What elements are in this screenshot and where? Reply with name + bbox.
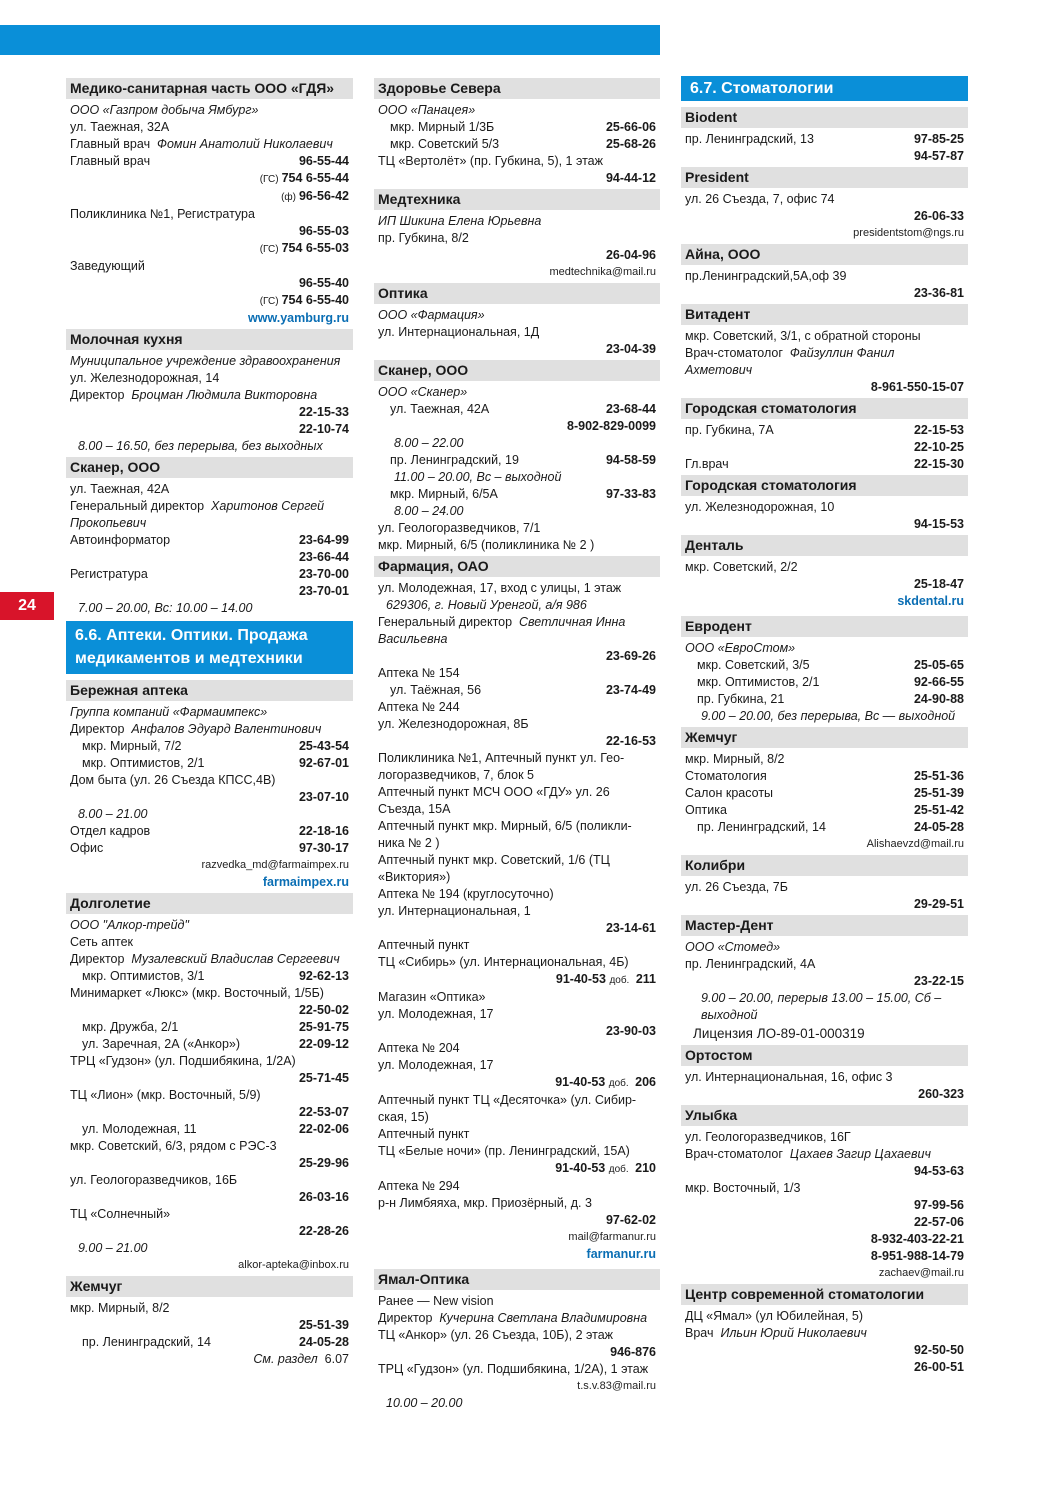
phone-row: ул. Таёжная, 56 23-74-49 [390,683,656,697]
branch-name: Аптечный пункт мкр. Мирный, 6/5 (поликли- [378,819,632,833]
phone-row: пр. Ленинградский, 14 24-05-28 [82,1335,349,1349]
branch-name: Аптечный пункт [378,1127,470,1141]
section-header: Сканер, ООО [66,457,353,478]
hours: 9.00 – 20.00, перерыв 13.00 – 15.00, Сб – [701,991,942,1005]
section-header: Жемчуг [681,727,968,748]
hours: 11.00 – 20.00, Вс – выходной [394,470,562,484]
phone-row: 29-29-51 [913,897,964,911]
email-link[interactable]: presidentstom@ngs.ru [853,227,964,239]
branch-name: Аптека № 194 (круглосуточно) [378,887,554,901]
section-header: Медтехника [374,189,660,210]
section-header: Бережная аптека [66,680,353,701]
address: пр.Ленинградский,5А,оф 39 [685,269,847,283]
phone-row: мкр. Советский, 3/5 25-05-65 [697,658,964,672]
hours: 9.00 – 20.00, без перерыва, Вс — выходной [701,709,956,723]
branch-name: Аптечный пункт [378,938,470,952]
phone-row: 26-03-16 [298,1190,349,1204]
phone-row: 25-29-96 [298,1156,349,1170]
address: ул. Таежная, 32А [70,120,170,134]
org-name: ООО «Панацея» [378,103,476,117]
phone-row: 23-14-61 [605,921,656,935]
cross-reference: См. раздел 6.07 [253,1352,349,1366]
address: мкр. Советский, 2/2 [685,560,798,574]
section-header: Biodent [681,107,968,128]
phone-row: 8-932-403-22-21 [870,1232,964,1246]
hours: выходной [701,1008,758,1022]
org-name: ООО «Газпром добыча Ямбург» [70,103,259,117]
address: ТРЦ «Гудзон» (ул. Подшибякина, 1/2А), 1 этаж [378,1362,649,1376]
section-header: Улыбка [681,1105,968,1126]
address: ТЦ «Солнечный» [70,1207,171,1221]
branch-name: «Виктория») [378,870,451,884]
dept-label: Заведующий [70,259,145,273]
section-header: Витадент [681,304,968,325]
contact-person: Врач Ильин Юрий Николаевич [685,1326,867,1340]
branch-name: Съезда, 15А [378,802,451,816]
phone-row: 8-961-550-15-07 [870,380,964,394]
section-header: Сканер, ООО [374,360,660,381]
address: пр. Губкина, 8/2 [378,231,469,245]
phone-row: пр. Губкина, 7А 22-15-53 [685,423,964,437]
address: ТЦ «Анкор» (ул. 26 Съезда, 10Б), 2 этаж [378,1328,614,1342]
org-name: ИП Шикина Елена Юрьевна [378,214,542,228]
address: ул. Железнодорожная, 14 [70,371,220,385]
phone-row: (ГС) 754 6-55-40 [259,293,349,307]
contact-person: Генеральный директор Светличная Инна [378,615,626,629]
phone-row: 96-55-40 [298,276,349,290]
branch-name: Аптека № 154 [378,666,460,680]
phone-row: 26-06-33 [913,209,964,223]
phone-row: мкр. Оптимистов, 2/1 92-66-55 [697,675,964,689]
hours: 9.00 – 21.00 [78,1241,148,1255]
address: мкр. Советский, 3/1, с обратной стороны [685,329,921,343]
branch-name: Аптечный пункт мкр. Советский, 1/6 (ТЦ [378,853,610,867]
address: ул. Геологоразведчиков, 16Г [685,1130,851,1144]
phone-row: 25-71-45 [298,1071,349,1085]
branch-name: Магазин «Оптика» [378,990,486,1004]
phone-row: мкр. Советский 5/3 25-68-26 [390,137,656,151]
phone-row: ул. Молодежная, 11 22-02-06 [82,1122,349,1136]
phone-row: 23-70-01 [298,584,349,598]
org-name: ООО "Алкор-трейд" [70,918,189,932]
contact-person: Директор Броцман Людмила Викторовна [70,388,318,402]
email-link[interactable]: zachaev@mail.ru [878,1267,964,1279]
contact-person: Директор Кучерина Светлана Владимировна [378,1311,648,1325]
phone-row: Регистратура 23-70-00 [70,567,349,581]
contact-person: Главный врач Фомин Анатолий Николаевич [70,137,333,151]
email-link[interactable]: razvedka_md@farmaimpex.ru [201,859,349,871]
address: пр. Ленинградский, 4А [685,957,816,971]
address: ул. Железнодорожная, 10 [685,500,835,514]
phone-row: Гл.врач 22-15-30 [685,457,964,471]
phone-row: мкр. Мирный 1/3Б 25-66-06 [390,120,656,134]
address: ул. 26 Съезда, 7Б [685,880,788,894]
section-header: Айна, ООО [681,244,968,265]
contact-person-cont: Прокопьевич [70,516,147,530]
branch-name: Аптечный пункт МСЧ ООО «ГДУ» ул. 26 [378,785,610,799]
address: р-н Лимбяяха, мкр. Приозёрный, д. 3 [378,1196,592,1210]
address: мкр. Мирный, 8/2 [70,1301,170,1315]
section-header: Долголетие [66,893,353,914]
phone-row: пр. Ленинградский, 13 97-85-25 [685,132,964,146]
email-link[interactable]: t.s.v.83@mail.ru [577,1380,656,1392]
phone-row: 22-28-26 [298,1224,349,1238]
section-header: Мастер-Дент [681,915,968,936]
phone-row: мкр. Оптимистов, 3/1 92-62-13 [82,969,349,983]
section-header: Городская стоматология [681,398,968,419]
phone-row: 26-04-96 [605,248,656,262]
contact-person: Врач-стоматолог Файзуллин Фанил [685,346,895,360]
hours: 8.00 – 21.00 [78,807,148,821]
email-link[interactable]: Alishaevzd@mail.ru [866,838,964,850]
contact-person: Директор Анфалов Эдуард Валентинович [70,722,322,736]
phone-row: 92-50-50 [913,1343,964,1357]
chapter-header: 6.6. Аптеки. Оптики. Продажа медикаментов и медтехники [66,621,353,674]
branch-name: ника № 2 ) [378,836,440,850]
page-number: 24 [0,592,54,620]
column-1 [66,76,353,1368]
phone-row: ул. Заречная, 2А («Анкор») 22-09-12 [82,1037,349,1051]
branch-name: ская, 15) [378,1110,429,1124]
org-name: Муниципальное учреждение здравоохранения [70,354,341,368]
section-header: Денталь [681,535,968,556]
fax-row: (ф) 96-56-42 [281,189,349,203]
phone-row: (ГС) 754 6-55-44 [259,171,349,185]
section-header: Центр современной стоматологии [681,1284,968,1305]
org-name: Группа компаний «Фармаимпекс» [70,705,268,719]
address: ул. Молодежная, 17, вход с улицы, 1 этаж [378,581,622,595]
phone-row: 26-00-51 [913,1360,964,1374]
phone-row: 91-40-53 доб. 206 [555,1075,656,1089]
address: Дом быта (ул. 26 Съезда КПСС,4В) [70,773,276,787]
section-header: Оптика [374,283,660,304]
address: ТРЦ «Гудзон» (ул. Подшибякина, 1/2А) [70,1054,296,1068]
address: ул. 26 Съезда, 7, офис 74 [685,192,835,206]
phone-row: 22-50-02 [298,1003,349,1017]
hours: 8.00 – 24.00 [394,504,464,518]
address: ул. Молодежная, 17 [378,1058,494,1072]
license: Лицензия ЛО-89-01-000319 [693,1026,865,1041]
phone-row: 23-90-03 [605,1024,656,1038]
phone-row: 25-18-47 [913,577,964,591]
phone-row: 22-57-06 [913,1215,964,1229]
email-link[interactable]: alkor-apteka@inbox.ru [238,1259,349,1271]
section-header: President [681,167,968,188]
phone-row: (ГС) 754 6-55-03 [259,241,349,255]
phone-row: 97-62-02 [605,1213,656,1227]
phone-row: 94-44-12 [605,171,656,185]
postal-address: 629306, г. Новый Уренгой, а/я 986 [386,598,587,612]
org-name: ООО «Стомед» [685,940,781,954]
phone-row: 97-99-56 [913,1198,964,1212]
phone-row: 23-66-44 [298,550,349,564]
phone-row: пр. Ленинградский, 14 24-05-28 [697,820,964,834]
address: ТЦ «Белые ночи» (пр. Ленинградский, 15А) [378,1144,630,1158]
phone-row: Отдел кадров 22-18-16 [70,824,349,838]
phone-row: 23-36-81 [913,286,964,300]
website-link[interactable]: skdental.ru [897,594,964,608]
contact-person: Директор Музалевский Владислав Сергеевич [70,952,340,966]
phone-row: Автоинформатор 23-64-99 [70,533,349,547]
phone-row: 8-951-988-14-79 [870,1249,964,1263]
column-3 [681,76,968,1376]
section-header: Здоровье Севера [374,78,660,99]
branch-name: Аптечный пункт ТЦ «Десяточка» (ул. Сибир- [378,1093,637,1107]
phone-row: 23-07-10 [298,790,349,804]
phone-row: 94-57-87 [913,149,964,163]
address: ул. Молодежная, 17 [378,1007,494,1021]
branch-name: Аптека № 294 [378,1179,460,1193]
address: мкр. Мирный, 8/2 [685,752,785,766]
phone-row: Главный врач 96-55-44 [70,154,349,168]
phone-row: Стоматология 25-51-36 [685,769,964,783]
chapter-header: 6.7. Стоматологии [681,76,968,101]
address: ул. Геологоразведчиков, 7/1 [378,521,541,535]
branch-name: Аптека № 204 [378,1041,460,1055]
org-name: ООО «Сканер» [378,385,468,399]
org-name: ООО «Фармация» [378,308,485,322]
address: мкр. Мирный, 6/5 (поликлиника № 2 ) [378,538,595,552]
phone-row: ул. Таежная, 42А 23-68-44 [390,402,656,416]
contact-person-cont: Ахметович [685,363,753,377]
phone-row: 22-16-53 [605,734,656,748]
website-link[interactable]: farmanur.ru [586,1247,656,1261]
phone-row: 22-10-25 [913,440,964,454]
phone-row: 25-51-39 [298,1318,349,1332]
phone-row: мкр. Мирный, 7/2 25-43-54 [82,739,349,753]
address: ул. Интернациональная, 16, офис 3 [685,1070,893,1084]
phone-row: 23-69-26 [605,649,656,663]
phone-row: мкр. Мирный, 6/5А 97-33-83 [390,487,656,501]
phone-row: 22-53-07 [298,1105,349,1119]
address: ул. Интернациональная, 1Д [378,325,540,339]
phone-row: 946-876 [610,1345,656,1359]
section-header: Евродент [681,616,968,637]
section-header: Медико-санитарная часть ООО «ГДЯ» [66,78,353,99]
phone-row: пр. Ленинградский, 19 94-58-59 [390,453,656,467]
hours: 7.00 – 20.00, Вс: 10.00 – 14.00 [78,601,253,615]
phone-row: 8-902-829-0099 [567,419,656,433]
address: ул. Железнодорожная, 8Б [378,717,529,731]
phone-row: 94-53-63 [913,1164,964,1178]
address: ул. Геологоразведчиков, 16Б [70,1173,238,1187]
contact-person: Врач-стоматолог Цахаев Загир Цахаевич [685,1147,931,1161]
phone-row: 260-323 [918,1087,964,1101]
phone-row: пр. Губкина, 21 24-90-88 [697,692,964,706]
top-accent-bar [0,25,660,55]
section-header: Жемчуг [66,1276,353,1297]
hours: 8.00 – 22.00 [394,436,464,450]
phone-row: мкр. Оптимистов, 2/1 92-67-01 [82,756,349,770]
section-header: Фармация, ОАО [374,556,660,577]
website-link[interactable]: www.yamburg.ru [248,311,349,325]
phone-row: Салон красоты 25-51-39 [685,786,964,800]
contact-person: Генеральный директор Харитонов Сергей [70,499,325,513]
phone-row: 22-15-33 [298,405,349,419]
address: ТЦ «Лион» (мкр. Восточный, 5/9) [70,1088,261,1102]
phone-row: 23-22-15 [913,974,964,988]
section-header: Ямал-Оптика [374,1269,660,1290]
address: ул. Интернациональная, 1 [378,904,531,918]
address: ТЦ «Сибирь» (ул. Интернациональная, 4Б) [378,955,629,969]
note: Ранее — New vision [378,1294,494,1308]
phone-row: 23-04-39 [605,342,656,356]
section-header: Ортостом [681,1045,968,1066]
email-link[interactable]: mail@farmanur.ru [568,1231,656,1243]
address: ДЦ «Ямал» (ул Юбилейная, 5) [685,1309,864,1323]
phone-row: 91-40-53 доб. 210 [555,1161,656,1175]
address: ТЦ «Вертолёт» (пр. Губкина, 5), 1 этаж [378,154,603,168]
branch-name: логоразведчиков, 7, блок 5 [378,768,535,782]
phone-row: 22-10-74 [298,422,349,436]
phone-row: 94-15-53 [913,517,964,531]
org-name: ООО «ЕвроСтом» [685,641,796,655]
phone-row: 96-55-03 [298,224,349,238]
website-link[interactable]: farmaimpex.ru [262,875,349,889]
address: Минимаркет «Люкс» (мкр. Восточный, 1/5Б) [70,986,324,1000]
address: мкр. Восточный, 1/3 [685,1181,801,1195]
column-2 [374,76,660,1412]
email-link[interactable]: medtechnika@mail.ru [549,266,656,278]
section-header: Колибри [681,855,968,876]
branch-name: Аптека № 244 [378,700,460,714]
hours: 10.00 – 20.00 [386,1396,463,1410]
address: мкр. Советский, 6/3, рядом с РЭС-3 [70,1139,277,1153]
section-header: Молочная кухня [66,329,353,350]
branch-name: Поликлиника №1, Аптечный пункт ул. Гео- [378,751,625,765]
phone-row: мкр. Дружба, 2/1 25-91-75 [82,1020,349,1034]
dept-label: Поликлиника №1, Регистратура [70,207,255,221]
section-header: Городская стоматология [681,475,968,496]
address: ул. Таежная, 42А [70,482,170,496]
contact-person-cont: Васильевна [378,632,448,646]
phone-row: 91-40-53 доб. 211 [555,972,656,986]
hours: 8.00 – 16.50, без перерыва, без выходных [78,439,323,453]
org-type: Сеть аптек [70,935,134,949]
phone-row: Оптика 25-51-42 [685,803,964,817]
phone-row: Офис 97-30-17 [70,841,349,855]
